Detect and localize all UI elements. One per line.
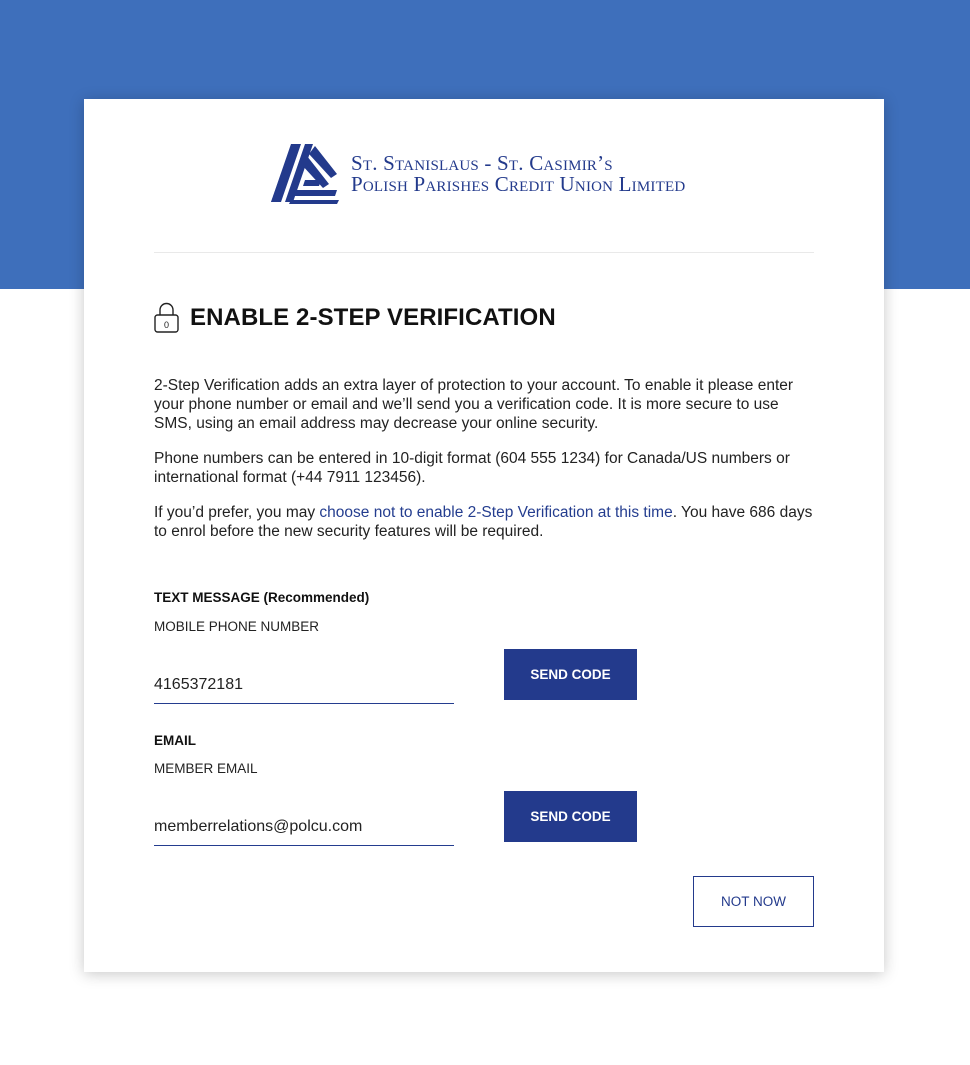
logo-line-2: Polish Parishes Credit Union Limited: [351, 172, 686, 196]
page-heading: [154, 302, 556, 333]
p3-text-after: . You have 686 days to enrol before the new security features will be required.: [154, 504, 813, 540]
intro-paragraph-2: Phone numbers can be entered in 10-digit format (604 555 1234) for Canada/US numbers or international format (+44 7911 123456).: [154, 450, 790, 486]
member-email-label: MEMBER EMAIL: [154, 761, 258, 776]
verification-card: [84, 99, 884, 972]
p3-text-before: If you’d prefer, you may: [154, 504, 320, 521]
credit-union-logo: [271, 143, 701, 205]
divider: [154, 252, 814, 253]
logo-line-1: St. Stanislaus - St. Casimir’s: [351, 151, 613, 175]
not-now-button[interactable]: NOT NOW: [693, 876, 814, 927]
logo-mark-icon: [271, 144, 339, 204]
send-sms-code-button[interactable]: SEND CODE: [504, 649, 637, 700]
member-email-input[interactable]: memberrelations@polcu.com: [154, 806, 454, 846]
intro-paragraph-1: 2-Step Verification adds an extra layer of protection to your account. To enable it please enter your phone number or email and we’ll send you a verification code. It is more secure to use SMS, using an email address may decrease your online security.: [154, 377, 794, 432]
mobile-phone-label: MOBILE PHONE NUMBER: [154, 619, 320, 634]
send-email-code-button[interactable]: SEND CODE: [504, 791, 637, 842]
decline-2sv-link[interactable]: choose not to enable 2-Step Verification at this time: [319, 504, 673, 521]
lock-digit: 0: [163, 320, 170, 330]
sms-section-title: TEXT MESSAGE (Recommended): [154, 590, 370, 605]
mobile-phone-input[interactable]: 4165372181: [154, 664, 454, 704]
page-title: ENABLE 2-STEP VERIFICATION: [190, 303, 556, 331]
intro-paragraph-3: [154, 503, 814, 541]
email-section-title: EMAIL: [154, 733, 196, 748]
lock-icon: [154, 302, 179, 333]
